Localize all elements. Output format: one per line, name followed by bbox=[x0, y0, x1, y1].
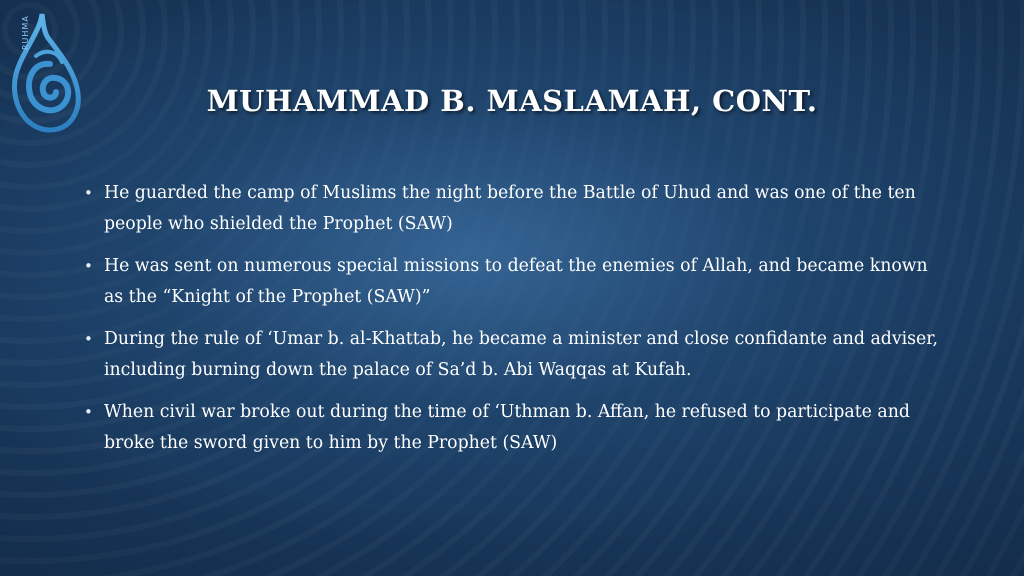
bullet-icon: • bbox=[84, 403, 93, 421]
bullet-icon: • bbox=[84, 330, 93, 348]
slide-title: MUHAMMAD B. MASLAMAH, CONT. bbox=[206, 84, 818, 118]
bullet-text: When civil war broke out during the time of ‘Uthman b. Affan, he refused to participate and broke the sword given to him by the Prophet (SAW) bbox=[104, 402, 910, 453]
bullet-list bbox=[84, 178, 944, 470]
logo-text: RUHMA bbox=[21, 15, 30, 50]
bullet-text: During the rule of ‘Umar b. al-Khattab, he became a minister and close confidante and adviser, including burning down the palace of Sa’d b. Abi Waqqas at Kufah. bbox=[104, 329, 939, 380]
bullet-icon: • bbox=[84, 257, 93, 275]
bullet-item bbox=[84, 324, 944, 386]
bullet-item bbox=[84, 397, 944, 459]
bullet-text: He guarded the camp of Muslims the night before the Battle of Uhud and was one of the ten people who shielded the Prophet (SAW) bbox=[104, 183, 916, 234]
bullet-item bbox=[84, 251, 944, 313]
bullet-icon: • bbox=[84, 184, 93, 202]
bullet-item bbox=[84, 178, 944, 240]
bullet-text: He was sent on numerous special missions to defeat the enemies of Allah, and became known as the “Knight of the Prophet (SAW)” bbox=[104, 256, 928, 307]
